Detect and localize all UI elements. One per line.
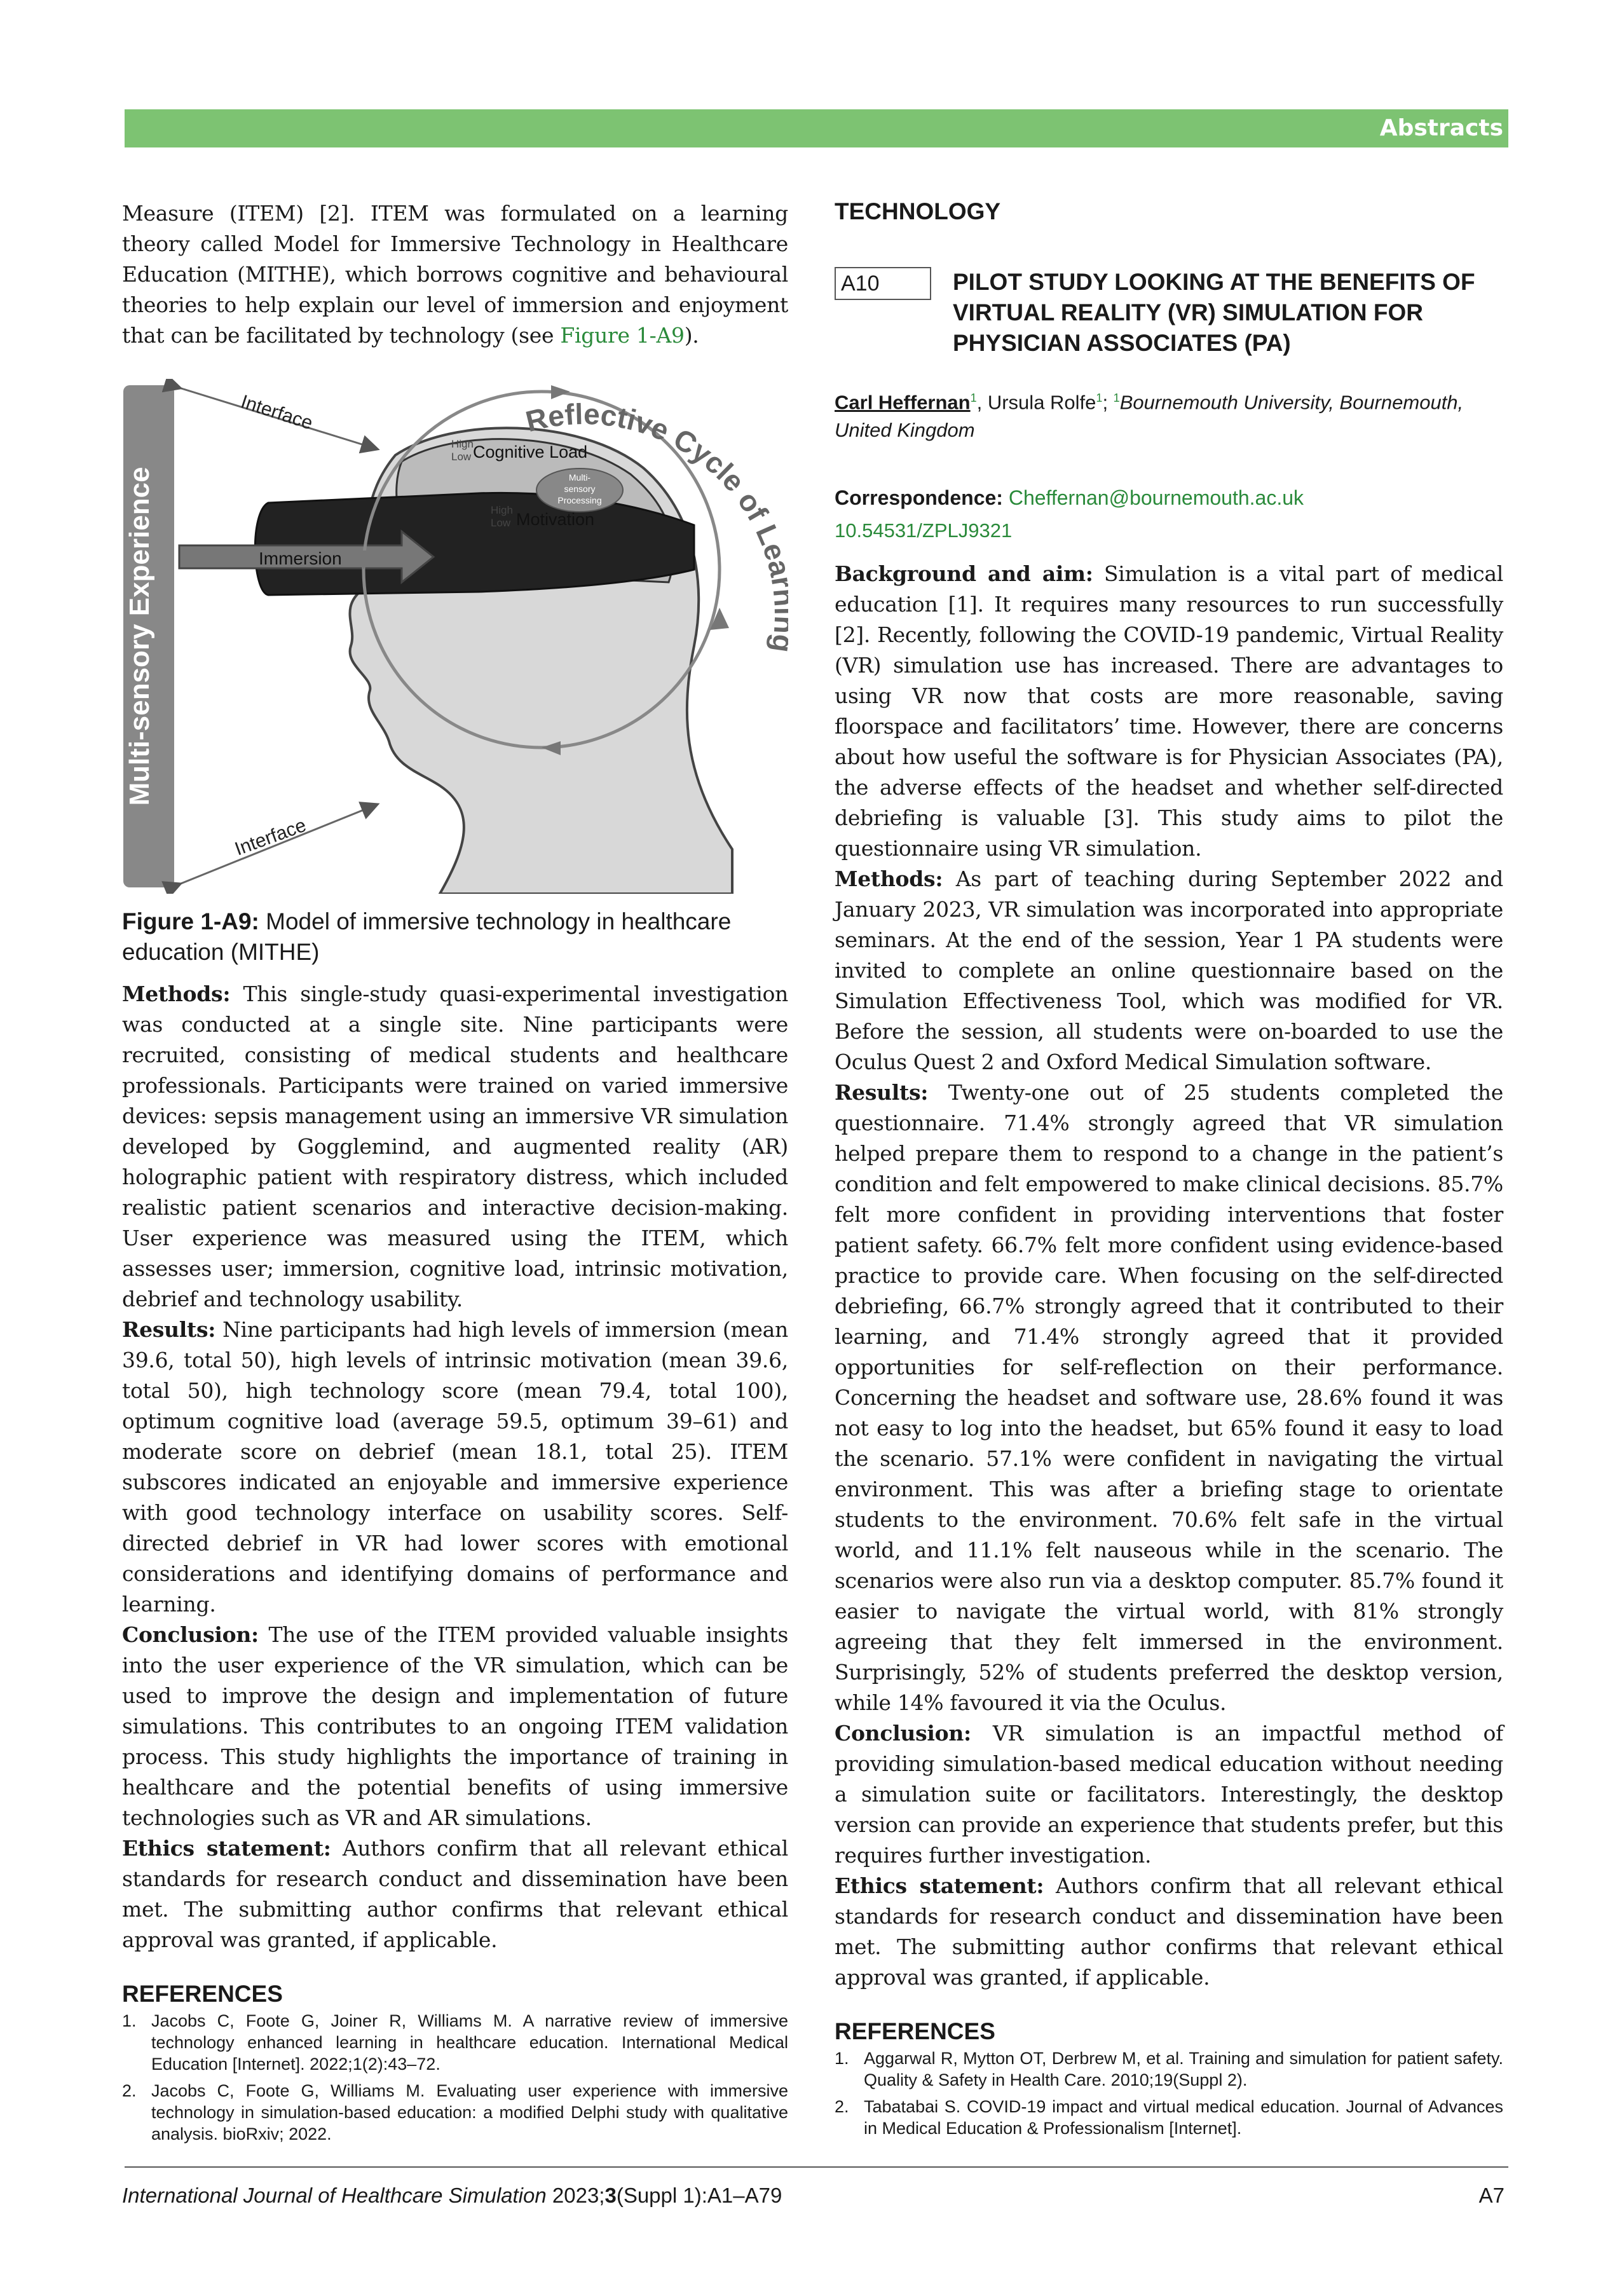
left-references-list [122, 2010, 788, 2145]
cognitive-load-label: Cognitive Load [473, 442, 588, 462]
conclusion-text: The use of the ITEM provided valuable insights into the user experience of the VR simulation, which can be used to improve the design and implementation of future simulations. This contributes to an ongoing ITEM validation process. This study highlights the importance of training in healthcare and the potential benefits of using immersive technologies such as VR and AR simulations. [122, 1622, 788, 1830]
correspondence-line [835, 484, 1503, 512]
vr-headset [255, 493, 694, 595]
reference-item [122, 2080, 788, 2145]
methods-label: Methods: [835, 866, 943, 892]
caption-label: Figure 1-A9: [122, 908, 259, 934]
left-column [122, 198, 788, 2150]
section-label: Abstracts [1379, 115, 1503, 141]
mithe-diagram [122, 379, 788, 894]
left-results-paragraph [122, 1315, 788, 1620]
conclusion-label: Conclusion: [835, 1721, 971, 1746]
motivation-label: Motivation [516, 510, 595, 529]
ethics-text: Authors confirm that all relevant ethical standards for research conduct and dissemination have been met. The submitting author confirms that relevant ethical approval was granted, if applicable. [835, 1873, 1503, 1990]
background-label: Background and aim: [835, 561, 1093, 587]
affiliation-sup: 1 [970, 392, 977, 404]
multi-sensory-label: Multi-sensory Experience [124, 467, 155, 806]
abstract-id-box: A10 [835, 267, 931, 300]
reference-text: Tabatabai S. COVID-19 impact and virtual medical education. Journal of Advances in Medical Education & Professionalism [Internet]. [864, 2097, 1503, 2138]
figure-caption [122, 906, 788, 968]
left-methods-paragraph [122, 979, 788, 1315]
journal-year: 2023; [546, 2184, 605, 2207]
low-label-1: Low [451, 451, 472, 463]
left-references-title: REFERENCES [122, 1981, 283, 2007]
msp-line-3: Processing [557, 495, 602, 505]
abstract-heading [835, 267, 1503, 371]
results-label: Results: [835, 1080, 929, 1105]
right-background-paragraph [835, 559, 1503, 864]
author-line [835, 384, 1503, 444]
low-label-2: Low [491, 517, 511, 529]
affiliation-sup: 1 [1113, 392, 1120, 404]
page-number: A7 [1478, 2184, 1505, 2207]
journal-volume: 3 [604, 2184, 617, 2207]
intro-paragraph [122, 198, 788, 351]
ethics-label: Ethics statement: [835, 1873, 1044, 1899]
co-author: , Ursula Rolfe [976, 391, 1096, 414]
interface-bottom-label: Interface [232, 814, 310, 860]
presenting-author: Carl Heffernan [835, 391, 971, 414]
section-header-bar [125, 109, 1508, 147]
reference-item [122, 2010, 788, 2075]
reference-text: Jacobs C, Foote G, Joiner R, Williams M. A narrative review of immersive technology enhanced learning in healthcare education. International Medical Education [Internet]. 2022;1(2):43–72. [151, 2011, 788, 2074]
abstract-title: PILOT STUDY LOOKING AT THE BENEFITS OF VIRTUAL REALITY (VR) SIMULATION FOR PHYSICIAN ASSOCIATES (PA) [953, 269, 1475, 356]
journal-citation [122, 2184, 782, 2208]
high-label-2: High [491, 504, 513, 516]
background-text: Simulation is a vital part of medical education [1]. It requires many resources to run successfully [2]. Recently, following the COVID-19 pandemic, Virtual Reality (VR) simulation use has increased. There are advantages to using VR now that costs are more reasonable, saving floorspace and facilitators’ time. However, there are concerns about how useful the software is for Physician Associates (PA), the adverse effects of the headset and whether self-directed debriefing is valuable [3]. This study aims to pilot the questionnaire using VR simulation. [835, 561, 1503, 861]
right-methods-paragraph [835, 864, 1503, 1077]
affiliation-sup: 1 [1096, 392, 1103, 404]
reference-text: Aggarwal R, Mytton OT, Derbrew M, et al. Training and simulation for patient safety. Quality & Safety in Health Care. 2010;19(Suppl 2). [864, 2049, 1503, 2090]
reference-number: 1. [122, 2011, 137, 2030]
msp-line-2: sensory [564, 484, 596, 494]
journal-name: International Journal of Healthcare Simulation [122, 2184, 547, 2207]
affiliation: Bournemouth University, Bournemouth, United Kingdom [835, 391, 1464, 442]
technology-section-title: TECHNOLOGY [835, 198, 1001, 224]
conclusion-label: Conclusion: [122, 1622, 259, 1647]
right-references-title: REFERENCES [835, 2018, 995, 2045]
left-conclusion-paragraph [122, 1620, 788, 1833]
right-references-list [835, 2048, 1503, 2139]
reference-item [835, 2048, 1503, 2091]
correspondence-email-link[interactable]: Cheffernan@bournemouth.ac.uk [1008, 486, 1304, 510]
results-text: Twenty-one out of 25 students completed the questionnaire. 71.4% strongly agreed that VR simulation helped prepare them to respond to a change in the patient’s condition and felt empowered to make clinical decisions. 85.7% felt more confident in providing interventions that foster patient safety. 66.7% felt more confident using evidence-based practice to provide care. When focusing on the self-directed debriefing, 66.7% strongly agreed that it contributed to their learning, and 71.4% strongly agreed that it provided opportunities for self-reflection on their performance. Concerning the headset and software use, 28.6% found it was not easy to log into the headset, but 65% found it easy to load the scenario. 57.1% were confident in navigating the virtual environment. This was after a briefing stage to orientate students to the environment. 70.6% felt safe in the virtual world, and 11.1% felt nauseous while in the scenario. The scenarios were also run via a desktop computer. 85.7% found it easier to navigate the virtual world, with 81% strongly agreeing that they felt immersed in the environment. Surprisingly, 52% of students preferred the desktop version, while 14% favoured it via the Oculus. [835, 1080, 1503, 1716]
immersion-label: Immersion [259, 549, 342, 568]
figure-link[interactable]: Figure 1-A9 [560, 323, 685, 348]
right-ethics-paragraph [835, 1871, 1503, 1993]
doi-link[interactable]: 10.54531/ZPLJ9321 [835, 519, 1013, 542]
results-text: Nine participants had high levels of immersion (mean 39.6, total 50), high levels of intrinsic motivation (mean 39.6, total 50), high technology score (mean 79.4, total 100), optimum cognitive load (average 59.5, optimum 39–61) and moderate score on debrief (mean 18.1, total 25). ITEM subscores indicated an enjoyable and immersive experience with good technology interface on usability scores. Self-directed debrief in VR had lower scores with emotional considerations and identifying domains of performance and learning. [122, 1317, 788, 1617]
msp-line-1: Multi- [568, 472, 591, 482]
caption-text: Model of immersive technology in healthcare education (MITHE) [122, 908, 732, 965]
results-label: Results: [122, 1317, 216, 1342]
methods-label: Methods: [122, 981, 231, 1006]
mithe-figure [122, 379, 788, 894]
reference-number: 2. [122, 2081, 137, 2100]
interface-top-label: Interface [238, 391, 316, 434]
left-ethics-paragraph [122, 1833, 788, 1955]
reflective-cycle-label: Reflective Cycle of L [522, 397, 788, 550]
cycle-arrow-top [551, 385, 570, 399]
methods-text: This single-study quasi-experimental investigation was conducted at a single site. Nine participants were recruited, consisting of medical students and healthcare professionals. Participants were trained on varied immersive devices: sepsis management using an immersive VR simulation developed by Gogglemind, and augmented reality (AR) holographic patient with respiratory distress, which included realistic patient scenarios and interactive decision-making. User experience was measured using the ITEM, which assesses user; immersion, cognitive load, intrinsic motivation, debrief and technology usability. [122, 981, 788, 1311]
reference-text: Jacobs C, Foote G, Williams M. Evaluating user experience with immersive technology in simulation-based education: a modified Delphi study with qualitative analysis. bioRxiv; 2022. [151, 2081, 788, 2144]
right-conclusion-paragraph [835, 1718, 1503, 1871]
reference-number: 2. [835, 2097, 849, 2117]
intro-text: Measure (ITEM) [2]. ITEM was formulated on a learning theory called Model for Immersive Technology in Healthcare Education (MITHE), which borrows cognitive and behavioural theories to help explain our level of immersion and enjoyment that can be facilitated by technology (see [122, 201, 788, 348]
correspondence-label: Correspondence: [835, 486, 1003, 510]
intro-text-end: ). [684, 323, 699, 348]
reference-item [835, 2096, 1503, 2139]
reference-number: 1. [835, 2049, 849, 2068]
high-label-1: High [451, 438, 474, 450]
author-separator: ; [1102, 391, 1114, 414]
right-column [835, 198, 1503, 2144]
ethics-text: Authors confirm that all relevant ethical standards for research conduct and dissemination have been met. The submitting author confirms that relevant ethical approval was granted, if applicable. [122, 1836, 789, 1952]
journal-issue: (Suppl 1):A1–A79 [616, 2184, 782, 2207]
right-results-paragraph [835, 1077, 1503, 1718]
footer-divider [125, 2166, 1508, 2168]
ethics-label: Ethics statement: [122, 1836, 331, 1861]
conclusion-text: VR simulation is an impactful method of providing simulation-based medical education without needing a simulation suite or facilitators. Interestingly, the desktop version can provide an experience that students prefer, but this requires further investigation. [835, 1721, 1503, 1868]
methods-text: As part of teaching during September 2022 and January 2023, VR simulation was incorporated into appropriate seminars. At the end of the session, Year 1 PA students were invited to complete an online questionnaire based on the Simulation Effectiveness Tool, which was modified for VR. Before the session, all students were on-boarded to use the Oculus Quest 2 and Oxford Medical Simulation software. [835, 866, 1503, 1075]
